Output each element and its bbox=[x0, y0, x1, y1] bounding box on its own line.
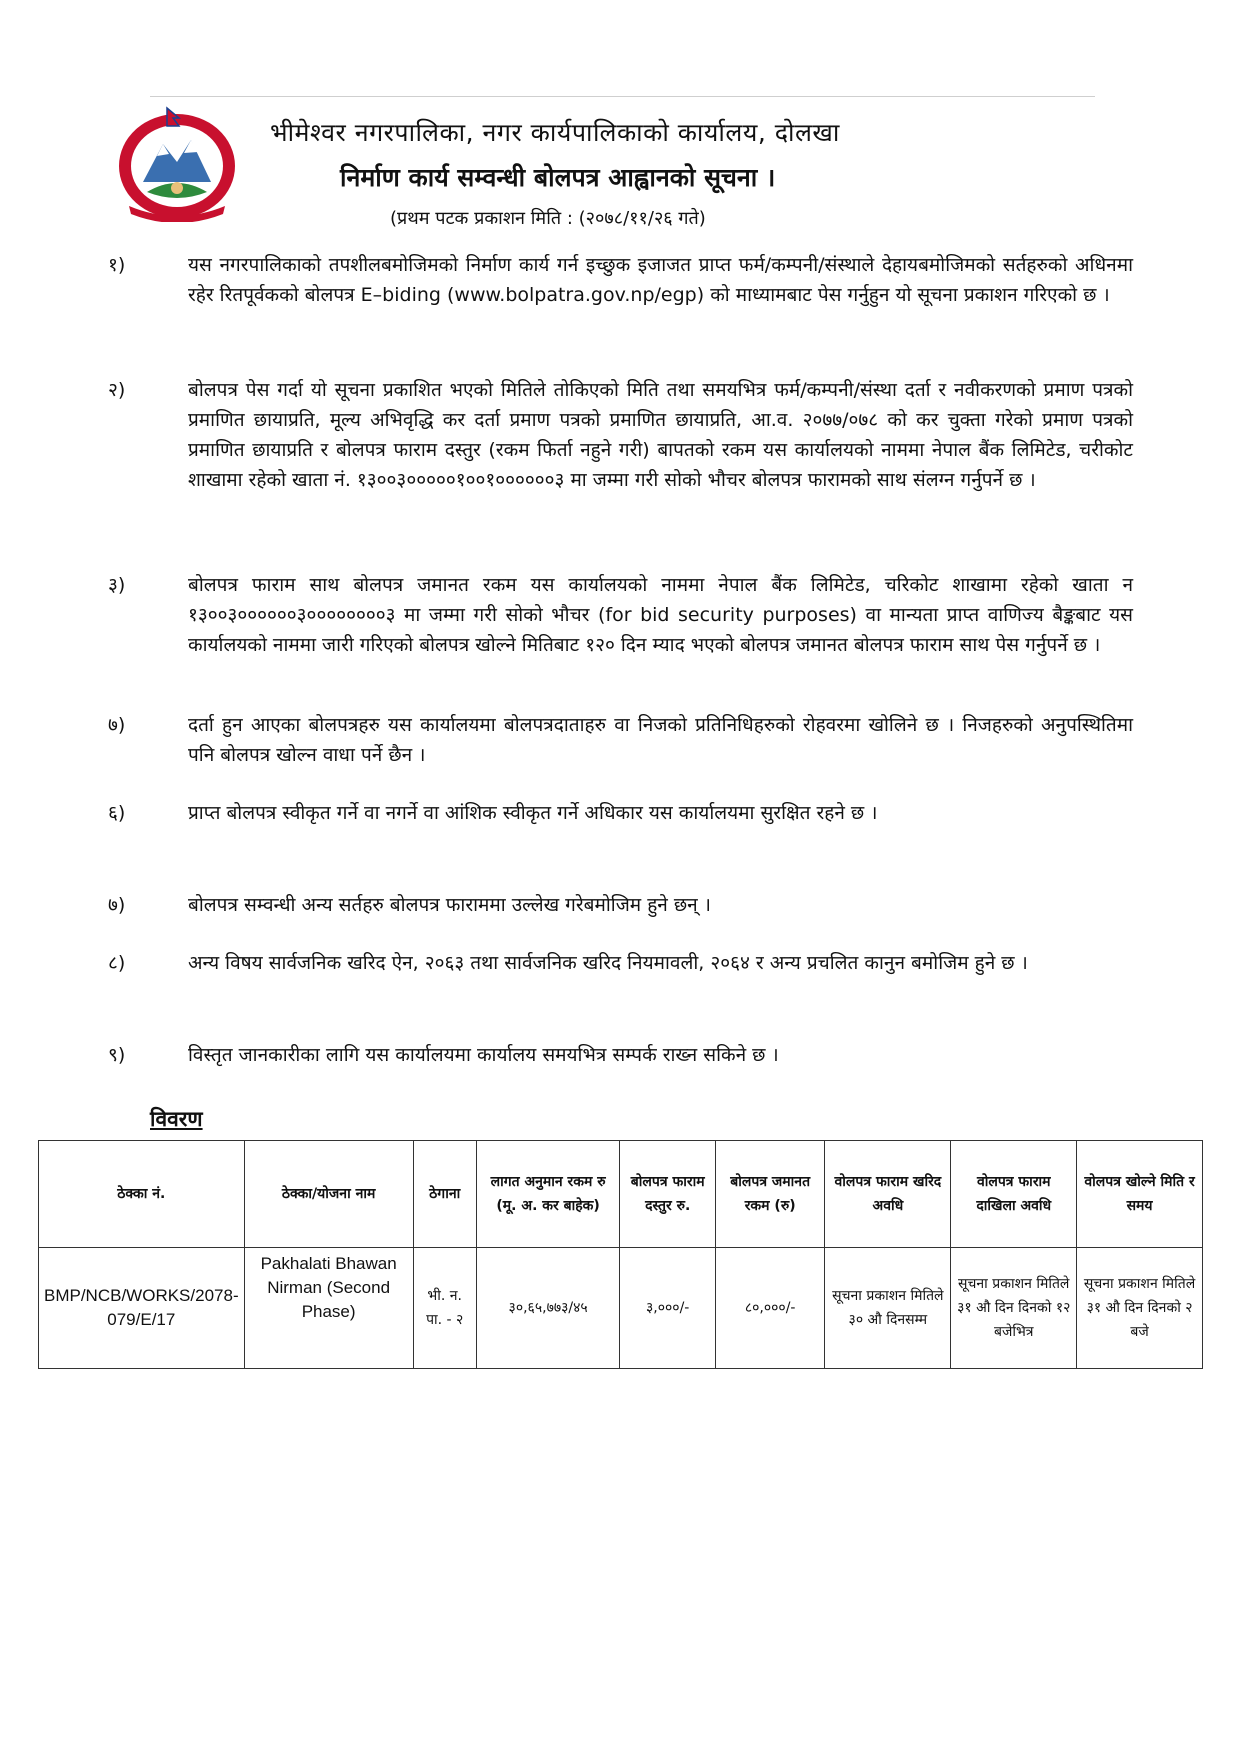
column-header: वोलपत्र खोल्ने मिति र समय bbox=[1077, 1141, 1203, 1248]
paragraph-2 bbox=[108, 375, 1134, 495]
paragraph-text: बोलपत्र सम्वन्धी अन्य सर्तहरु बोलपत्र फाराममा उल्लेख गरेबमोजिम हुने छन् । bbox=[188, 894, 711, 916]
purchase-period-cell: सूचना प्रकाशन मितिले ३० औ दिनसम्म bbox=[825, 1248, 951, 1369]
paragraph-text: यस नगरपालिकाको तपशीलबमोजिमको निर्माण कार्य गर्न इच्छुक इजाजत प्राप्त फर्म/कम्पनी/संस्थाले देहायबमोजिमको सर्तहरुको अधिनमा रहेर रितपूर्वकको बोलपत्र E–biding (www.bolpatra.gov.np/egp) को माध्यामबाट पेस गर्नुहुन यो सूचना प्रकाशन गरिएको छ । bbox=[188, 254, 1133, 306]
submission-period-cell: सूचना प्रकाशन मितिले ३१ औ दिन दिनको १२ बजेभित्र bbox=[951, 1248, 1077, 1369]
details-heading: विवरण bbox=[150, 1107, 203, 1131]
paragraph-7 bbox=[108, 948, 1133, 978]
nepal-emblem-icon bbox=[113, 104, 241, 222]
paragraph-text: दर्ता हुन आएका बोलपत्रहरु यस कार्यालयमा बोलपत्रदाताहरु वा निजको प्रतिनिधिहरुको रोहवरमा खोलिने छ । निजहरुको अनुपस्थितिमा पनि बोलपत्र खोल्न वाधा पर्ने छैन । bbox=[188, 714, 1133, 766]
contract-number-cell: BMP/NCB/WORKS/2078-079/E/17 bbox=[39, 1248, 245, 1369]
paragraph-text: बोलपत्र पेस गर्दा यो सूचना प्रकाशित भएको मितिले तोकिएको मिति तथा समयभित्र फर्म/कम्पनी/संस्था दर्ता र नवीकरणको प्रमाण पत्रको प्रमाणित छायाप्रति, मूल्य अभिवृद्धि कर दर्ता प्रमाण पत्रको प्रमाणित छायाप्रति, आ.व. २०७७/०७८ को कर चुक्ता गरेको प्रमाण पत्रको प्रमाणित छायाप्रति र बोलपत्र फाराम दस्तुर (रकम फिर्ता नहुने गरी) बापतको रकम यस कार्यालयको नाममा नेपाल बैंक लिमिटेड, चरीकोट शाखामा रहेको खाता नं. १३००३०००००१००१००००००३ मा जम्मा गरी सोको भौचर बोलपत्र फारामको साथ संलग्न गर्नुपर्ने छ । bbox=[188, 379, 1134, 491]
paragraph-4 bbox=[108, 710, 1133, 770]
paragraph-number: २) bbox=[108, 379, 126, 401]
paragraph-number: ३) bbox=[108, 574, 126, 596]
paragraph-number: ७) bbox=[108, 714, 126, 736]
column-header: बोलपत्र जमानत रकम (रु) bbox=[715, 1141, 825, 1248]
column-header: वोलपत्र फाराम दाखिला अवधि bbox=[951, 1141, 1077, 1248]
bid-security-cell: ८०,०००/- bbox=[715, 1248, 825, 1369]
table-row bbox=[39, 1248, 1203, 1369]
column-header: ठेक्का/योजना नाम bbox=[244, 1141, 413, 1248]
paragraph-5 bbox=[108, 798, 1133, 828]
paragraph-number: ६) bbox=[108, 802, 126, 824]
top-rule bbox=[150, 96, 1095, 97]
project-name-cell: Pakhalati Bhawan Nirman (Second Phase) bbox=[244, 1248, 413, 1369]
column-header: ठेगाना bbox=[413, 1141, 476, 1248]
publication-date: (प्रथम पटक प्रकाशन मिति : (२०७८/११/२६ गते) bbox=[390, 208, 706, 229]
paragraph-3 bbox=[108, 570, 1133, 660]
paragraph-number: ८) bbox=[108, 952, 126, 974]
paragraph-number: १) bbox=[108, 254, 126, 276]
paragraph-text: प्राप्त बोलपत्र स्वीकृत गर्ने वा नगर्ने वा आंशिक स्वीकृत गर्ने अधिकार यस कार्यालयमा सुरक्षित रहने छ । bbox=[188, 802, 878, 824]
paragraph-1 bbox=[108, 250, 1133, 310]
paragraph-number: ९) bbox=[108, 1044, 126, 1066]
form-fee-cell: ३,०००/- bbox=[620, 1248, 715, 1369]
paragraph-number: ७) bbox=[108, 894, 126, 916]
paragraph-6 bbox=[108, 890, 1133, 920]
table-header-row bbox=[39, 1141, 1203, 1248]
cost-estimate-cell: ३०,६५,७७३/४५ bbox=[476, 1248, 620, 1369]
column-header: लागत अनुमान रकम रु (मू. अ. कर बाहेक) bbox=[476, 1141, 620, 1248]
tender-table bbox=[38, 1140, 1203, 1369]
opening-time-cell: सूचना प्रकाशन मितिले ३१ औ दिन दिनको २ बजे bbox=[1077, 1248, 1203, 1369]
office-name: भीमेश्वर नगरपालिका, नगर कार्यपालिकाको कार्यालय, दोलखा bbox=[270, 118, 840, 147]
address-cell: भी. न. पा. - २ bbox=[413, 1248, 476, 1369]
column-header: वोलपत्र फाराम खरिद अवधि bbox=[825, 1141, 951, 1248]
column-header: ठेक्का नं. bbox=[39, 1141, 245, 1248]
column-header: बोलपत्र फाराम दस्तुर रु. bbox=[620, 1141, 715, 1248]
paragraph-text: बोलपत्र फाराम साथ बोलपत्र जमानत रकम यस कार्यालयको नाममा नेपाल बैंक लिमिटेड, चरिकोट शाखामा रहेको खाता न १३००३००००००३००००००००३ मा जम्मा गरी सोको भौचर (for bid security purposes) वा मान्यता प्राप्त वाणिज्य बैङ्कबाट यस कार्यालयको नाममा जारी गरिएको बोलपत्र खोल्ने मितिबाट १२० दिन म्याद भएको बोलपत्र जमानत बोलपत्र फाराम साथ पेस गर्नुपर्ने छ । bbox=[188, 574, 1133, 656]
paragraph-text: विस्तृत जानकारीका लागि यस कार्यालयमा कार्यालय समयभित्र सम्पर्क राख्न सकिने छ । bbox=[188, 1044, 779, 1066]
paragraph-text: अन्य विषय सार्वजनिक खरिद ऐन, २०६३ तथा सार्वजनिक खरिद नियमावली, २०६४ र अन्य प्रचलित कानुन बमोजिम हुने छ । bbox=[188, 952, 1028, 974]
paragraph-8 bbox=[108, 1040, 1133, 1070]
notice-title: निर्माण कार्य सम्वन्धी बोलपत्र आह्वानको सूचना । bbox=[340, 163, 776, 192]
